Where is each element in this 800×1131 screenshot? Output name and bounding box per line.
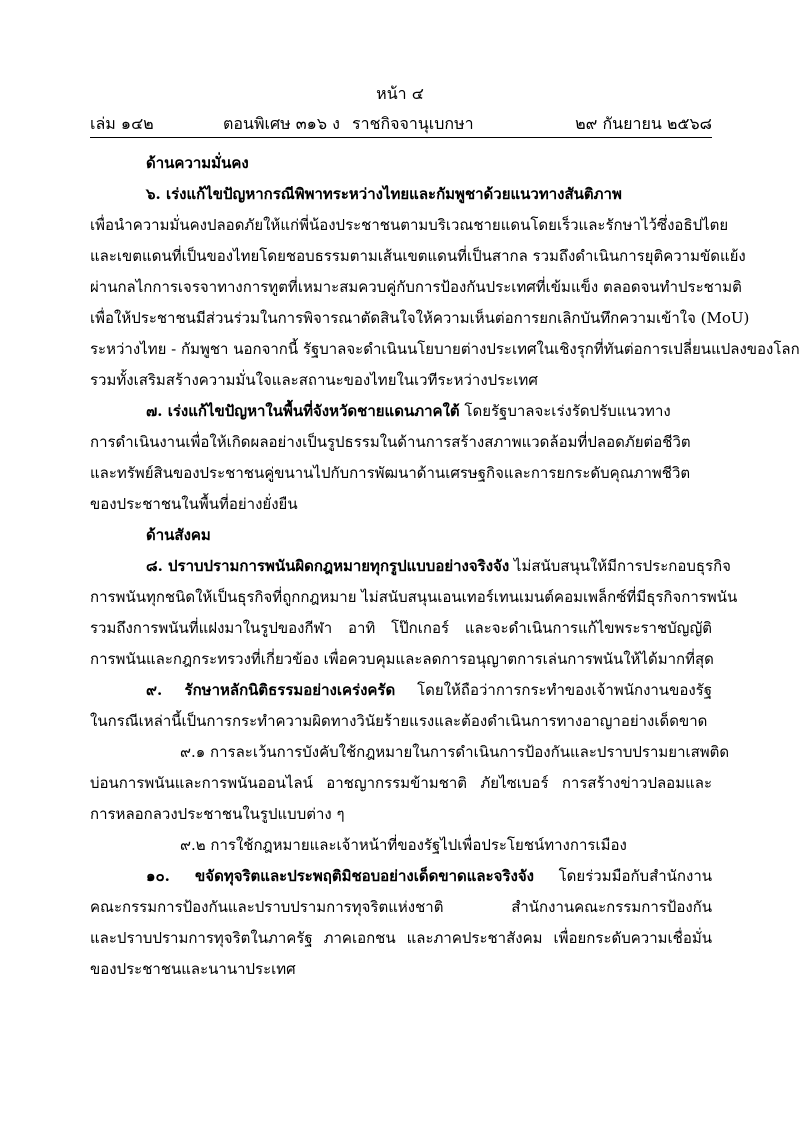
text-line <box>90 830 712 861</box>
header-volume: เล่ม ๑๔๒ <box>90 114 154 133</box>
header-divider <box>90 137 712 138</box>
body-text: คณะกรรมการป้องกันและปราบปรามการทุจริตแห่งชาติ สำนักงานคณะกรรมการป้องกัน <box>90 898 712 916</box>
text-line <box>90 551 731 582</box>
text-line <box>90 613 712 644</box>
body-text: การหลอกลวงประชาชนในรูปแบบต่าง ๆ <box>90 805 345 823</box>
body-text: บ่อนการพนันและการพนันออนไลน์ อาชญากรรมข้ามชาติ ภัยไซเบอร์ การสร้างข่าวปลอมและ <box>90 774 712 792</box>
text-line <box>90 954 712 985</box>
bold-text: ๑๐. ขจัดทุจริตและประพฤติมิชอบอย่างเด็ดขาดและจริงจัง <box>146 867 534 885</box>
bold-text: ด้านความมั่นคง <box>146 154 249 172</box>
body-text: โดยรัฐบาลจะเร่งรัดปรับแนวทาง <box>459 402 671 420</box>
text-line <box>90 334 800 365</box>
body-text: ๙.๒ การใช้กฎหมายและเจ้าหน้าที่ของรัฐไปเพื่อประโยชน์ทางการเมือง <box>180 836 627 854</box>
body-text: ของประชาชนและนานาประเทศ <box>90 960 296 978</box>
header-date: ๒๙ กันยายน ๒๕๖๘ <box>575 114 712 133</box>
text-line <box>90 210 729 241</box>
document-body <box>90 148 800 985</box>
body-text: ในกรณีเหล่านี้เป็นการกระทำความผิดทางวินัยร้ายแรงและต้องดำเนินการทางอาญาอย่างเด็ดขาด <box>90 712 708 730</box>
header-gazette-title: ราชกิจจานุเบกษา <box>352 114 474 133</box>
text-line <box>90 706 712 737</box>
bold-text: ๖. เร่งแก้ไขปัญหากรณีพิพาทระหว่างไทยและกัมพูชาด้วยแนวทางสันติภาพ <box>146 185 622 203</box>
body-text: และเขตแดนที่เป็นของไทยโดยชอบธรรมตามเส้นเขตแดนที่เป็นสากล รวมถึงดำเนินการยุติความขัดแย้ง <box>90 247 746 265</box>
body-text: ของประชาชนในพื้นที่อย่างยั่งยืน <box>90 495 298 513</box>
body-text: การดำเนินงานเพื่อให้เกิดผลอย่างเป็นรูปธรรมในด้านการสร้างสภาพแวดล้อมที่ปลอดภัยต่อชีวิต <box>90 433 691 451</box>
body-text: รวมทั้งเสริมสร้างความมั่นใจและสถานะของไทยในเวทีระหว่างประเทศ <box>90 371 538 389</box>
body-text: และปราบปรามการทุจริตในภาครัฐ ภาคเอกชน และภาคประชาสังคม เพื่อยกระดับความเชื่อมั่น <box>90 929 712 947</box>
body-text: ๙.๑ การละเว้นการบังคับใช้กฎหมายในการดำเนินการป้องกันและปราบปรามยาเสพติด <box>180 743 730 761</box>
text-line <box>90 768 712 799</box>
text-line <box>90 799 712 830</box>
bold-text: ด้านสังคม <box>146 526 211 544</box>
bold-text: ๙. รักษาหลักนิติธรรมอย่างเคร่งครัด <box>146 681 396 699</box>
body-text: เพื่อนำความมั่นคงปลอดภัยให้แก่พี่น้องประชาชนตามบริเวณชายแดนโดยเร็วและรักษาไว้ซึ่งอธิปไตย <box>90 216 729 234</box>
text-line <box>90 489 712 520</box>
text-line <box>90 737 730 768</box>
text-line <box>90 148 712 179</box>
page-number: หน้า ๔ <box>376 84 424 103</box>
text-line <box>90 179 712 210</box>
bold-text: ๗. เร่งแก้ไขปัญหาในพื้นที่จังหวัดชายแดนภาคใต้ <box>146 402 460 420</box>
body-text: ผ่านกลไกการเจรจาทางการทูตที่เหมาะสมควบคู่กับการป้องกันประเทศที่เข้มแข็ง ตลอดจนทำประชามติ <box>90 278 742 296</box>
body-text: การพนันและกฎกระทรวงที่เกี่ยวข้อง เพื่อควบคุมและลดการอนุญาตการเล่นการพนันให้ได้มากที่สุด <box>90 650 714 668</box>
text-line <box>90 675 712 706</box>
header-issue: ตอนพิเศษ ๓๑๖ ง <box>223 114 340 133</box>
text-line <box>90 644 712 675</box>
body-text: และทรัพย์สินของประชาชนคู่ขนานไปกับการพัฒนาด้านเศรษฐกิจและการยกระดับคุณภาพชีวิต <box>90 464 691 482</box>
text-line <box>90 365 712 396</box>
body-text: เพื่อให้ประชาชนมีส่วนร่วมในการพิจารณาตัดสินใจให้ความเห็นต่อการยกเลิกบันทึกความเข้าใจ (MoU) <box>90 309 750 327</box>
bold-text: ๘. ปราบปรามการพนันผิดกฎหมายทุกรูปแบบอย่างจริงจัง <box>146 557 510 575</box>
body-text: รวมถึงการพนันที่แฝงมาในรูปของกีฬา อาทิ โป๊กเกอร์ และจะดำเนินการแก้ไขพระราชบัญญัติ <box>90 619 712 637</box>
text-line <box>90 241 746 272</box>
text-line <box>90 272 742 303</box>
body-text: โดยร่วมมือกับสำนักงาน <box>533 867 712 885</box>
text-line <box>90 923 712 954</box>
text-line <box>90 303 750 334</box>
text-line <box>90 582 738 613</box>
body-text: ระหว่างไทย - กัมพูชา นอกจากนี้ รัฐบาลจะดำเนินนโยบายต่างประเทศในเชิงรุกที่ทันต่อการเปลี่ยนแปลงของโลก <box>90 340 800 358</box>
body-text: การพนันทุกชนิดให้เป็นธุรกิจที่ถูกกฎหมาย ไม่สนับสนุนเอนเทอร์เทนเมนต์คอมเพล็กซ์ที่มีธุรกิจการพนัน <box>90 588 738 606</box>
body-text: โดยให้ถือว่าการกระทำของเจ้าพนักงานของรัฐ <box>395 681 712 699</box>
gazette-header <box>90 112 712 136</box>
text-line <box>90 520 712 551</box>
body-text: ไม่สนับสนุนให้มีการประกอบธุรกิจ <box>509 557 731 575</box>
text-line <box>90 458 712 489</box>
text-line <box>90 892 712 923</box>
text-line <box>90 396 712 427</box>
text-line <box>90 427 712 458</box>
text-line <box>90 861 712 892</box>
